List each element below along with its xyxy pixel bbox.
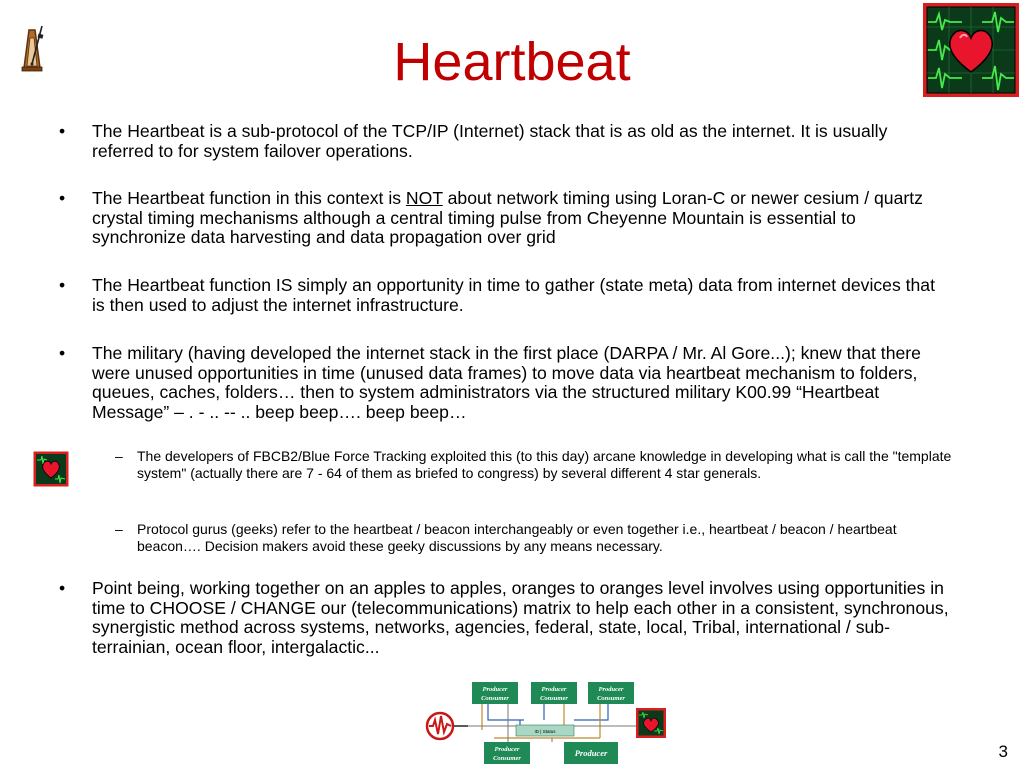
bullet-text: about network timing using Loran-C or newer cesium / quartz crystal timing mechanisms although a central timing pulse from Cheyenne Mountain is essential to synchronize data harvesting and data propagation over grid xyxy=(92,188,923,247)
sub-bullet-item: – Protocol gurus (geeks) refer to the heartbeat / beacon interchangeably or even together i.e., heartbeat / beacon / heartbeat beacon…. Decision makers avoid these geeky discussions by any means necessary. xyxy=(137,521,957,555)
heart-monitor-icon xyxy=(922,2,1020,98)
box-label: Consumer xyxy=(493,755,521,762)
bullet-item: • Point being, working together on an apples to apples, oranges to oranges level involves using opportunities in time to CHOOSE / CHANGE our (telecommunications) matrix to help each other in a consistent, synchronous, synergistic method across systems, networks, agencies, federal, state, local, Tribal, international / sub-terrainian, ocean floor, intergalactic... xyxy=(92,579,952,657)
box-label: Producer xyxy=(494,746,520,753)
bullet-item xyxy=(92,189,952,248)
page-number: 3 xyxy=(998,742,1008,761)
box-label: Producer xyxy=(598,686,624,693)
producer-consumer-box xyxy=(588,682,634,704)
bullet-text: The Heartbeat function in this context is xyxy=(92,188,406,208)
producer-consumer-box xyxy=(531,682,577,704)
pulse-icon xyxy=(427,713,453,739)
producer-consumer-box xyxy=(472,682,518,704)
bus-label: ID | Status xyxy=(534,729,556,734)
bullet-item: • The Heartbeat function IS simply an opportunity in time to gather (state meta) data from internet devices that is then used to adjust the internet infrastructure. xyxy=(92,276,952,315)
box-label: Consumer xyxy=(540,695,568,702)
producer-box xyxy=(564,742,618,764)
bullet-emphasis: NOT xyxy=(405,188,443,208)
box-label: Producer xyxy=(541,686,567,693)
sub-bullet-item: – The developers of FBCB2/Blue Force Tracking exploited this (to this day) arcane knowledge in developing what is call the "template system" (actually there are 7 - 64 of them as briefed to congress) by several different 4 star generals. xyxy=(137,448,957,482)
box-label: Producer xyxy=(574,748,608,758)
box-label: Consumer xyxy=(597,695,625,702)
network-diagram xyxy=(424,680,669,766)
heart-monitor-icon xyxy=(636,708,666,738)
producer-consumer-box xyxy=(484,742,530,764)
heart-monitor-icon xyxy=(33,451,69,487)
box-label: Consumer xyxy=(481,695,509,702)
box-label: Producer xyxy=(482,686,508,693)
bullet-item: • The Heartbeat is a sub-protocol of the TCP/IP (Internet) stack that is as old as the internet. It is usually referred to for system failover operations. xyxy=(92,122,952,161)
slide-title: Heartbeat xyxy=(393,32,631,92)
bullet-item: • The military (having developed the internet stack in the first place (DARPA / Mr. Al Gore...); knew that there were unused opportunities in time (unused data frames) to move data via heartbeat mechanism to folders, queues, caches, folders… then to system administrators via the structured military K00.99 “Heartbeat Message” – . - .. -- .. beep beep…. beep beep… xyxy=(92,344,952,422)
